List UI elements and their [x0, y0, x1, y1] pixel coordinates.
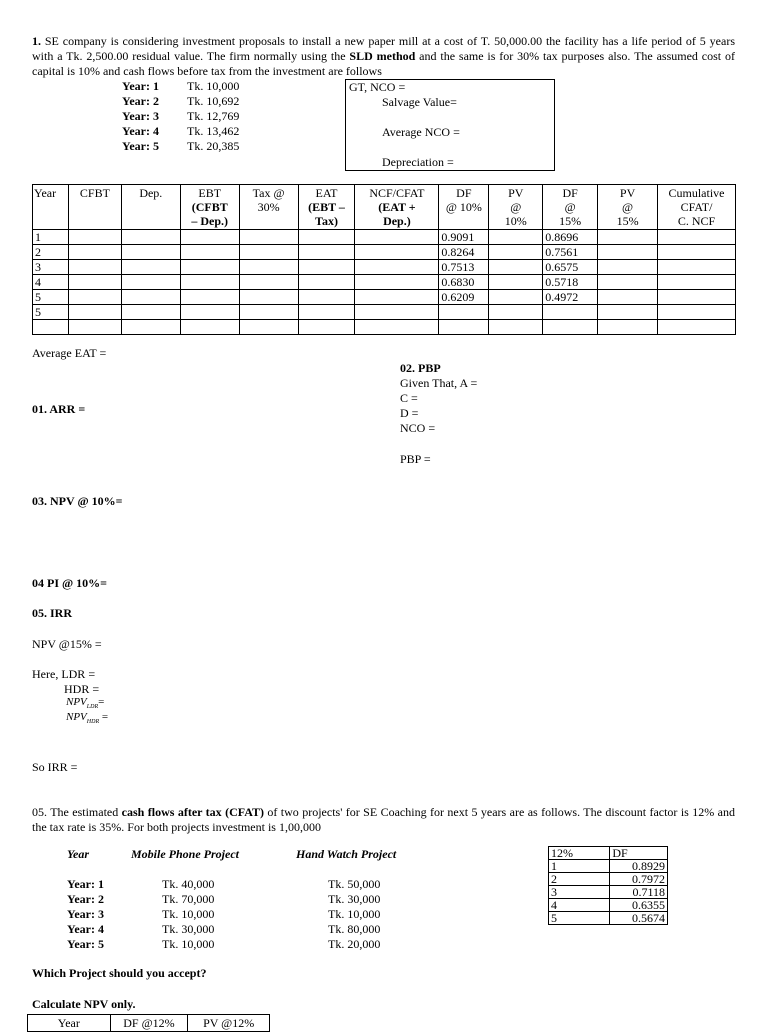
table-header-line: (EBT –: [308, 200, 345, 214]
table-header-line: (CFBT: [191, 200, 228, 214]
p2-col-year: Year: [67, 847, 89, 861]
table-header-line: @ 10%: [445, 200, 482, 214]
table-cell: 0.8696: [543, 230, 598, 245]
df-value: 0.6355: [610, 899, 668, 912]
table-header-line: EAT: [315, 186, 338, 200]
p2-mobile: Tk. 10,000: [162, 907, 215, 921]
table-header-cell: [543, 185, 598, 230]
table-cell: [180, 260, 239, 275]
table-cell: 0.7561: [543, 245, 598, 260]
problem1-number: 1.: [32, 34, 41, 48]
pbp-nco: NCO =: [400, 421, 436, 435]
so-irr-label: So IRR =: [32, 760, 78, 774]
df-year: 3: [549, 886, 610, 899]
bottom-header-cell: Year: [28, 1015, 111, 1032]
table-header-line: @: [622, 200, 634, 214]
df-table: [548, 846, 668, 925]
table-header-line: NCF/CFAT: [369, 186, 425, 200]
problem1-text-a: SE company is considering investment proposals to install a new paper mill at a cost of T. 50,000.00 the facility has a life period of 5 years with a Tk. 2,500.00 residual value. The firm normally using the: [32, 34, 735, 63]
df-value: 0.5674: [610, 912, 668, 925]
table-cell: 0.7513: [439, 260, 489, 275]
given-line-nco: GT, NCO =: [349, 80, 406, 94]
table-cell: [439, 305, 489, 320]
table-cell: [180, 305, 239, 320]
year-value: Tk. 10,692: [187, 94, 240, 108]
table-row: [33, 320, 736, 335]
p2-label: Year: 3: [67, 907, 104, 921]
year-label: Year: 1: [122, 79, 159, 93]
pbp-title: 02. PBP: [400, 361, 441, 375]
table-header-cell: [439, 185, 489, 230]
year-value: Tk. 20,385: [187, 139, 240, 153]
table-cell: [180, 230, 239, 245]
table-cell: [543, 305, 598, 320]
question-label: Which Project should you accept?: [32, 966, 207, 980]
year-value: Tk. 13,462: [187, 124, 240, 138]
table-cell: [298, 290, 355, 305]
given-box: [345, 79, 555, 171]
cash-flow-table: [32, 184, 736, 335]
table-cell: [355, 230, 439, 245]
table-header-line: @: [564, 200, 576, 214]
table-cell: [68, 230, 121, 245]
table-cell: [121, 320, 180, 335]
p2-col-mobile: Mobile Phone Project: [131, 847, 239, 861]
table-cell: [543, 320, 598, 335]
table-cell: [180, 275, 239, 290]
table-cell: 0.6209: [439, 290, 489, 305]
bottom-header-cell: PV @12%: [188, 1015, 270, 1032]
npv-ldr-eq: =: [98, 696, 105, 708]
table-cell: [121, 275, 180, 290]
table-header-line: – Dep.): [191, 214, 229, 228]
bottom-table-header: [28, 1015, 270, 1032]
df-table-body: [549, 860, 668, 925]
df-row: [549, 873, 668, 886]
table-header-line: @: [510, 200, 522, 214]
p2-mobile: Tk. 30,000: [162, 922, 215, 936]
irr-title: 05. IRR: [32, 606, 73, 620]
table-cell: 1: [33, 230, 69, 245]
table-row: [33, 290, 736, 305]
npv-hdr-eq: =: [99, 711, 109, 723]
npv-label: 03. NPV @ 10%=: [32, 494, 123, 508]
table-cell: [658, 305, 736, 320]
table-header-line: (EAT +: [378, 200, 416, 214]
table-cell: [658, 320, 736, 335]
df-table-h2: DF: [610, 847, 668, 860]
table-cell: [68, 260, 121, 275]
problem2-text-b: of two projects' for SE Coaching for next 5 years are as follows. The discount factor is 12% and the tax rate is 35%. For both projects investment is 1,00,000: [32, 805, 735, 834]
table-cell: [239, 320, 298, 335]
table-header-line: 15%: [616, 214, 639, 228]
npv-hdr-label: [66, 711, 108, 725]
npv-ldr-main: NPV: [66, 696, 87, 708]
table-cell: 0.6830: [439, 275, 489, 290]
given-line-avg-nco: Average NCO =: [382, 125, 460, 139]
table-cell: [598, 290, 658, 305]
table-cell: 0.5718: [543, 275, 598, 290]
npv-ldr-sub: LDR: [86, 704, 99, 711]
table-cell: [489, 245, 543, 260]
df-table-h1: 12%: [549, 847, 610, 860]
table-header-line: PV: [508, 186, 524, 200]
table-cell: [489, 305, 543, 320]
table-header-line: DF: [456, 186, 472, 200]
p2-label: Year: 1: [67, 877, 104, 891]
table-cell: [658, 245, 736, 260]
table-header-line: Dep.): [383, 214, 411, 228]
table-cell: [298, 260, 355, 275]
problem1-paragraph: [32, 34, 735, 79]
table-cell: [121, 305, 180, 320]
table-cell: [68, 305, 121, 320]
pbp-result: PBP =: [400, 452, 431, 466]
table-header-cell: [658, 185, 736, 230]
table-header-line: DF: [562, 186, 578, 200]
p2-col-watch: Hand Watch Project: [296, 847, 397, 861]
p2-mobile: Tk. 10,000: [162, 937, 215, 951]
p2-label: Year: 2: [67, 892, 104, 906]
npv-hdr-main: NPV: [66, 711, 87, 723]
npv-hdr-sub: HDR: [86, 719, 100, 726]
arr-label: 01. ARR =: [32, 402, 86, 416]
table-header-cell: [239, 185, 298, 230]
table-cell: [239, 260, 298, 275]
table-header-line: 30%: [257, 200, 280, 214]
table-cell: [355, 290, 439, 305]
table-cell: [489, 290, 543, 305]
calc-label: Calculate NPV only.: [32, 997, 136, 1011]
df-value: 0.7972: [610, 873, 668, 886]
table-header-line: PV: [619, 186, 636, 200]
table-header-row: [33, 185, 736, 230]
table-header-line: CFAT/: [680, 200, 713, 214]
table-cell: 5: [33, 305, 69, 320]
p2-label: Year: 5: [67, 937, 104, 951]
pbp-given: Given That, A =: [400, 376, 478, 390]
table-cell: [180, 320, 239, 335]
df-row: [549, 860, 668, 873]
df-year: 1: [549, 860, 610, 873]
table-cell: [355, 260, 439, 275]
table-cell: [598, 230, 658, 245]
table-cell: [239, 245, 298, 260]
table-cell: [489, 230, 543, 245]
pi-label: 04 PI @ 10%=: [32, 576, 107, 590]
p2-watch: Tk. 50,000: [328, 877, 381, 891]
table-cell: [658, 275, 736, 290]
table-cell: 3: [33, 260, 69, 275]
pbp-d: D =: [400, 406, 419, 420]
table-cell: [68, 320, 121, 335]
table-cell: 0.6575: [543, 260, 598, 275]
table-header-line: 10%: [504, 214, 527, 228]
p2-watch: Tk. 30,000: [328, 892, 381, 906]
table-header-cell: [298, 185, 355, 230]
df-row: [549, 912, 668, 925]
table-cell: [598, 275, 658, 290]
npv-ldr-label: [66, 696, 104, 710]
problem2-text-a: 05. The estimated: [32, 805, 122, 819]
npv15-label: NPV @15% =: [32, 637, 102, 651]
year-label: Year: 4: [122, 124, 159, 138]
year-label: Year: 3: [122, 109, 159, 123]
df-value: 0.8929: [610, 860, 668, 873]
year-label: Year: 2: [122, 94, 159, 108]
table-cell: [489, 275, 543, 290]
p2-label: Year: 4: [67, 922, 104, 936]
df-row: [549, 886, 668, 899]
pbp-c: C =: [400, 391, 418, 405]
table-cell: [355, 245, 439, 260]
given-line-salvage: Salvage Value=: [382, 95, 457, 109]
table-cell: [598, 305, 658, 320]
year-value: Tk. 12,769: [187, 109, 240, 123]
table-cell: 0.9091: [439, 230, 489, 245]
table-cell: 0.8264: [439, 245, 489, 260]
problem1-text-b: and the same is for 30% tax purposes also. The assumed cost of capital is 10% and cash flows before tax from the investment are follows: [32, 49, 735, 78]
table-row: [33, 260, 736, 275]
table-cell: [239, 290, 298, 305]
table-header-line: CFBT: [79, 186, 110, 200]
table-cell: [439, 320, 489, 335]
table-header-cell: [598, 185, 658, 230]
table-cell: [68, 275, 121, 290]
p2-watch: Tk. 20,000: [328, 937, 381, 951]
table-header-cell: [180, 185, 239, 230]
table-header-cell: [355, 185, 439, 230]
table-header-line: Year: [34, 186, 57, 200]
table-row: [33, 230, 736, 245]
table-header-line: Tax @: [252, 186, 285, 200]
table-row: [33, 305, 736, 320]
p2-mobile: Tk. 40,000: [162, 877, 215, 891]
table-cell: [355, 320, 439, 335]
table-cell: [658, 260, 736, 275]
problem1-method: SLD method: [349, 49, 416, 63]
df-year: 2: [549, 873, 610, 886]
table-cell: 2: [33, 245, 69, 260]
table-cell: [298, 275, 355, 290]
table-header-line: 15%: [559, 214, 582, 228]
table-header-cell: [121, 185, 180, 230]
p2-watch: Tk. 80,000: [328, 922, 381, 936]
table-cell: [598, 320, 658, 335]
table-cell: [239, 230, 298, 245]
table-cell: [239, 275, 298, 290]
table-header-line: Dep.: [139, 186, 163, 200]
hdr-label: HDR =: [64, 682, 100, 696]
given-line-depreciation: Depreciation =: [382, 155, 454, 169]
table-header-cell: [68, 185, 121, 230]
table-cell: [121, 290, 180, 305]
table-cell: [658, 230, 736, 245]
table-cell: [239, 305, 298, 320]
table-cell: [68, 290, 121, 305]
df-year: 4: [549, 899, 610, 912]
table-header-line: EBT: [198, 186, 222, 200]
table-row: [33, 245, 736, 260]
table-header-line: Cumulative: [668, 186, 725, 200]
problem2-paragraph: [32, 805, 735, 835]
table-cell: [489, 320, 543, 335]
year-value: Tk. 10,000: [187, 79, 240, 93]
table-cell: [298, 305, 355, 320]
table-cell: [298, 230, 355, 245]
table-header-cell: [33, 185, 69, 230]
df-value: 0.7118: [610, 886, 668, 899]
table-cell: [298, 320, 355, 335]
bottom-npv-table: [27, 1014, 270, 1032]
table-header-line: C. NCF: [677, 214, 716, 228]
p2-watch: Tk. 10,000: [328, 907, 381, 921]
table-cell: [298, 245, 355, 260]
table-header-cell: [489, 185, 543, 230]
table-cell: [68, 245, 121, 260]
table-cell: [121, 245, 180, 260]
df-year: 5: [549, 912, 610, 925]
year-label: Year: 5: [122, 139, 159, 153]
table-cell: [598, 260, 658, 275]
table-cell: [121, 230, 180, 245]
table-body: [33, 230, 736, 335]
table-cell: [355, 275, 439, 290]
table-cell: 0.4972: [543, 290, 598, 305]
df-row: [549, 899, 668, 912]
table-cell: 5: [33, 290, 69, 305]
p2-mobile: Tk. 70,000: [162, 892, 215, 906]
table-cell: [121, 260, 180, 275]
table-cell: [33, 320, 69, 335]
table-cell: [355, 305, 439, 320]
avg-eat-label: Average EAT =: [32, 346, 107, 360]
table-header-line: Tax): [315, 214, 338, 228]
table-cell: [598, 245, 658, 260]
bottom-header-cell: DF @12%: [110, 1015, 188, 1032]
table-cell: [180, 290, 239, 305]
table-cell: [658, 290, 736, 305]
table-cell: [180, 245, 239, 260]
table-cell: 4: [33, 275, 69, 290]
table-row: [33, 275, 736, 290]
table-cell: [489, 260, 543, 275]
problem2-bold: cash flows after tax (CFAT): [121, 805, 264, 819]
ldr-label: Here, LDR =: [32, 667, 96, 681]
